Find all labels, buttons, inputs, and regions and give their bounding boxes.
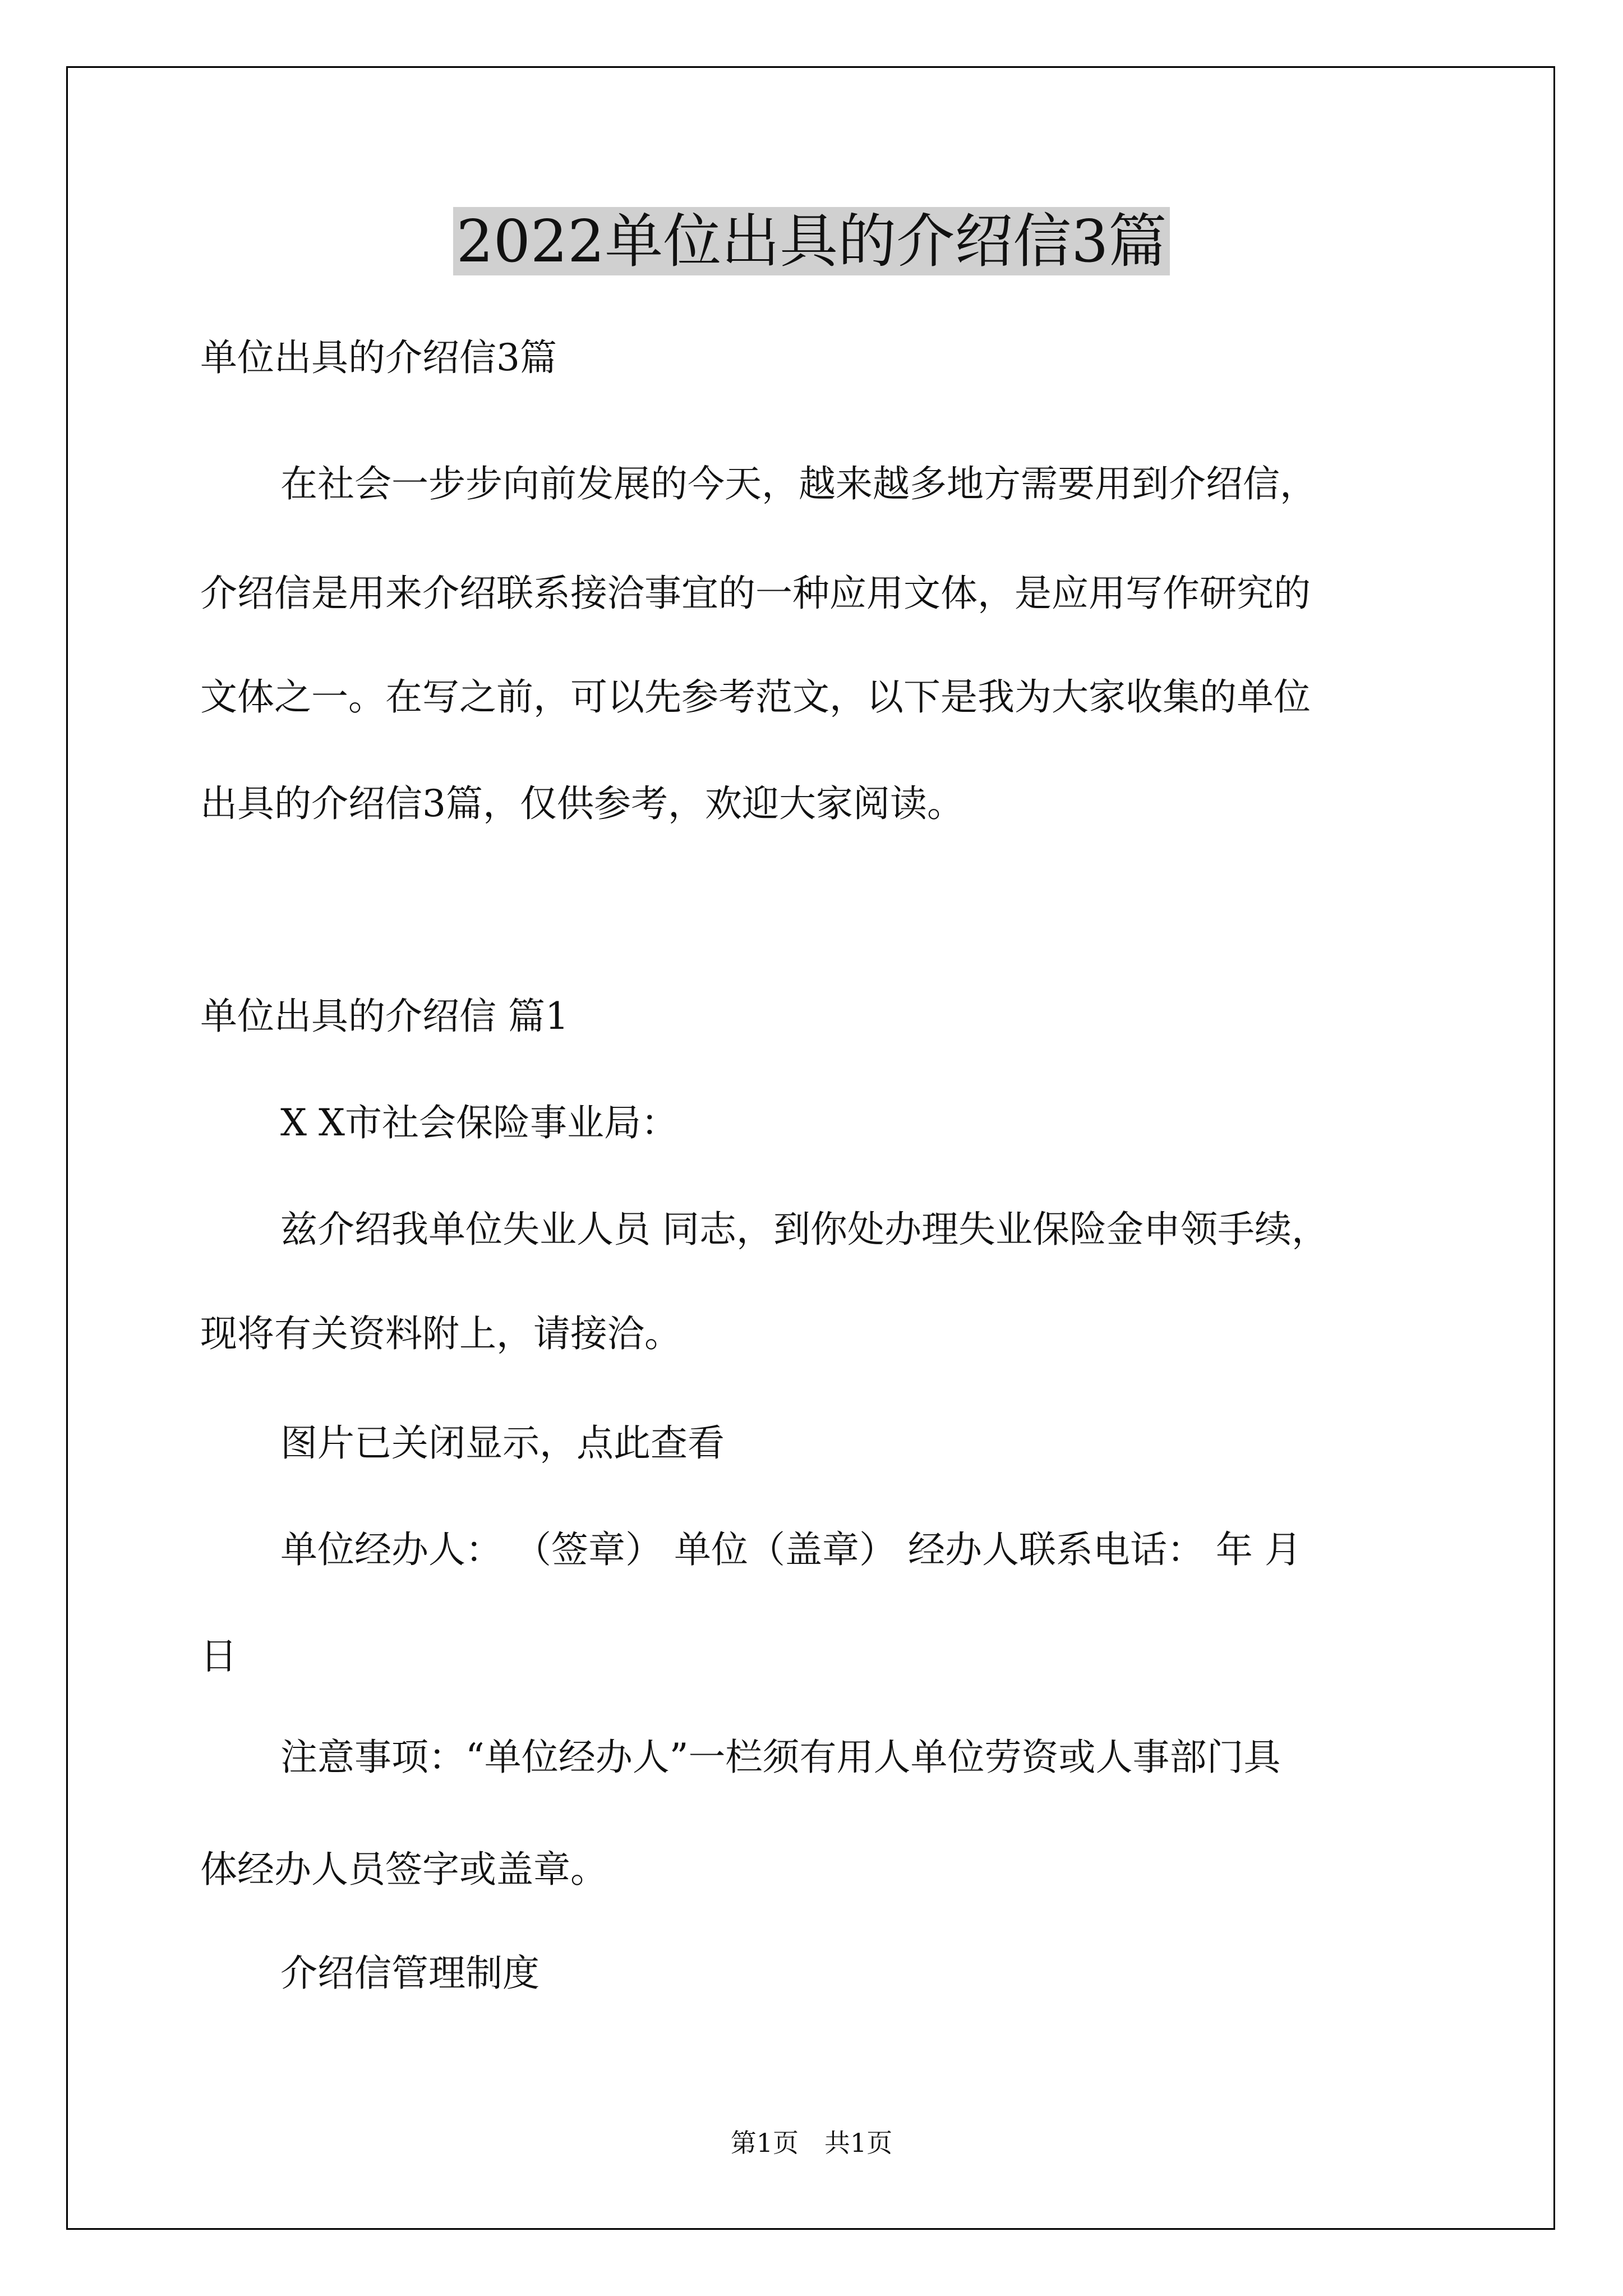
- image-placeholder-link[interactable]: 图片已关闭显示，点此查看: [280, 1421, 725, 1465]
- page-border: [66, 66, 1555, 2230]
- note-paragraph-line: 体经办人员签字或盖章。: [200, 1848, 607, 1891]
- signature-line: 日: [200, 1635, 237, 1678]
- subsection-heading: 介绍信管理制度: [280, 1952, 540, 1995]
- subtitle-line: 单位出具的介绍信3篇: [200, 336, 557, 379]
- intro-paragraph-line: 出具的介绍信3篇，仅供参考，欢迎大家阅读。: [200, 782, 964, 825]
- addressee-line: X X市社会保险事业局：: [280, 1101, 678, 1144]
- signature-line: 单位经办人： （签章） 单位（盖章） 经办人联系电话： 年 月: [280, 1528, 1302, 1571]
- intro-paragraph-line: 文体之一。在写之前，可以先参考范文，以下是我为大家收集的单位: [200, 675, 1311, 719]
- document-title: 2022单位出具的介绍信3篇: [0, 202, 1623, 280]
- note-paragraph-line: 注意事项：“单位经办人”一栏须有用人单位劳资或人事部门具: [280, 1736, 1281, 1779]
- body-paragraph-line: 现将有关资料附上，请接洽。: [200, 1312, 681, 1355]
- page-number-footer: 第1页 共1页: [730, 2128, 893, 2158]
- section-heading: 单位出具的介绍信 篇1: [200, 995, 569, 1038]
- intro-paragraph-line: 在社会一步步向前发展的今天，越来越多地方需要用到介绍信，: [280, 462, 1317, 505]
- intro-paragraph-line: 介绍信是用来介绍联系接洽事宜的一种应用文体，是应用写作研究的: [200, 572, 1311, 615]
- body-paragraph-line: 兹介绍我单位失业人员 同志，到你处办理失业保险金申领手续，: [280, 1208, 1329, 1251]
